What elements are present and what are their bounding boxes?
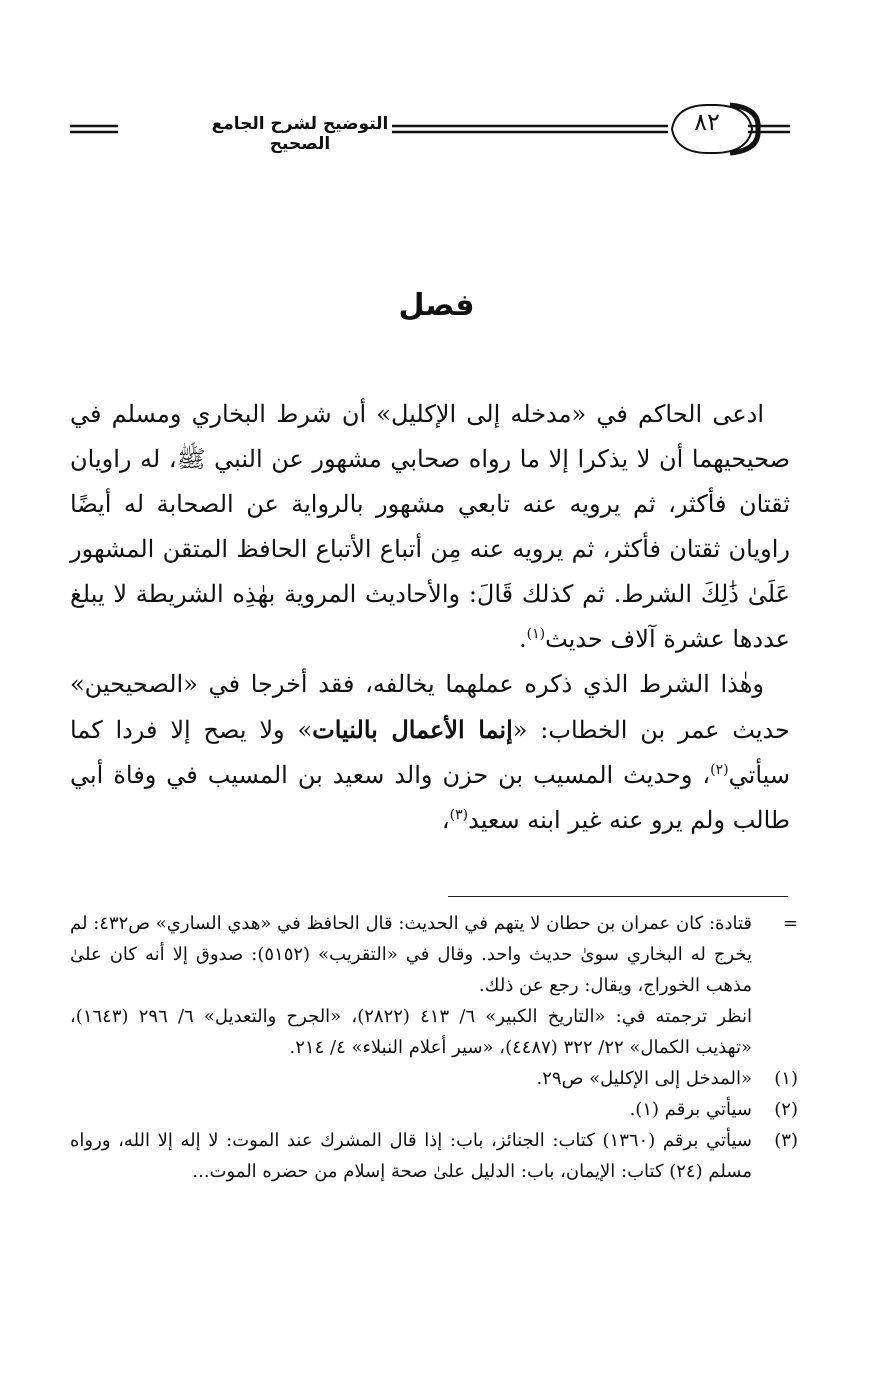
footnote-marker: =: [782, 913, 798, 934]
paragraph-text: ادعى الحاكم في «مدخله إلى الإكليل» أن شرط البخاري ومسلم في صحيحيهما أن لا يذكرا إلا ما رواه صحابي مشهور عن النبي ﷺ، له راويان ثقتان فأكثر، ثم يرويه عنه تابعي مشهور بالرواية عن الصحابة له أيضًا راويان ثقتان فأكثر، ثم يرويه عنه مِن أتباع الأتباع الحافظ المتقن المشهور عَلَىٰ ذَٰلِكَ الشرط. ثم كذلك قَالَ: والأحاديث المروية بهٰذِه الشريطة لا يبلغ عددها عشرة آلاف حديث: [70, 400, 790, 653]
footnote: [70, 1094, 798, 1125]
footnote-line: سيأتي برقم (١٣٦٠) كتاب: الجنائز، باب: إذا قال المشرك عند الموت: لا إله إلا الله، ورواه مسلم (٢٤) كتاب: الإيمان، باب: الدليل علىٰ صحة إسلام من حضره الموت...: [70, 1130, 752, 1182]
running-header: [0, 102, 873, 158]
footnote-ref: (٣): [449, 807, 469, 823]
paragraph-text: » ولا يصح إلا فردا كما سيأتي: [70, 716, 790, 789]
footnote-line: «المدخل إلى الإكليل» ص٢٩.: [536, 1068, 752, 1089]
paragraph: [70, 392, 790, 662]
footnote-marker: (١): [774, 1068, 798, 1089]
footnote-line: انظر ترجمته في: «التاريخ الكبير» ٦/ ٤١٣ (٢٨٢٢)، «الجرح والتعديل» ٦/ ٢٩٦ (١٦٤٣)، «تهذيب الكمال» ٢٢/ ٣٢٢ (٤٤٨٧)، «سير أعلام النبلاء» ٤/ ٢١٤.: [70, 1006, 753, 1058]
page-number: ٨٢: [694, 108, 720, 136]
running-title: التوضيح لشرح الجامع الصحيح: [211, 114, 389, 154]
paragraph-text: ،: [441, 806, 450, 834]
footnote-text: [70, 1125, 752, 1187]
footnote-line: سيأتي برقم (١).: [629, 1099, 752, 1120]
paragraph-text: ، وحديث المسيب بن حزن والد سعيد بن المسيب في وفاة أبي طالب ولم يرو عنه غير ابنه سعيد: [70, 761, 790, 834]
paragraph-text: وهٰذا الشرط الذي ذكره عملهما يخالفه، فقد أخرجا في «الصحيحين» حديث عمر بن الخطاب: «: [70, 670, 790, 744]
footnote-text: [70, 1094, 752, 1125]
footnote: [70, 908, 798, 1063]
hadith-quote: إنما الأعمال بالنيات: [312, 715, 513, 744]
header-ornament: [0, 102, 873, 158]
footnote-text: [70, 908, 752, 1063]
section-heading: فصل: [398, 288, 475, 323]
footnote-line: قتادة: كان عمران بن حطان لا يتهم في الحديث: قال الحافظ في «هدي الساري» ص٤٣٢: لم يخرج له البخاري سوىٰ حديث واحد. وقال في «التقريب» (٥١٥٢): صدوق إلا أنه كان علىٰ مذهب الخوراج، ويقال: رجع عن ذلك.: [70, 913, 753, 996]
footnote-divider: [448, 896, 788, 897]
footnote: [70, 1125, 798, 1187]
footnote-ref: (١): [526, 626, 546, 642]
footnote-text: [70, 1063, 752, 1094]
footnote: [70, 1063, 798, 1094]
paragraph: [70, 662, 790, 843]
footnote-marker: (٣): [774, 1130, 798, 1151]
footnote-ref: (٢): [710, 762, 729, 778]
footnotes: [70, 908, 798, 1187]
paragraph-tail: .: [518, 625, 527, 653]
main-text: [70, 392, 790, 843]
footnote-marker: (٢): [774, 1099, 798, 1120]
